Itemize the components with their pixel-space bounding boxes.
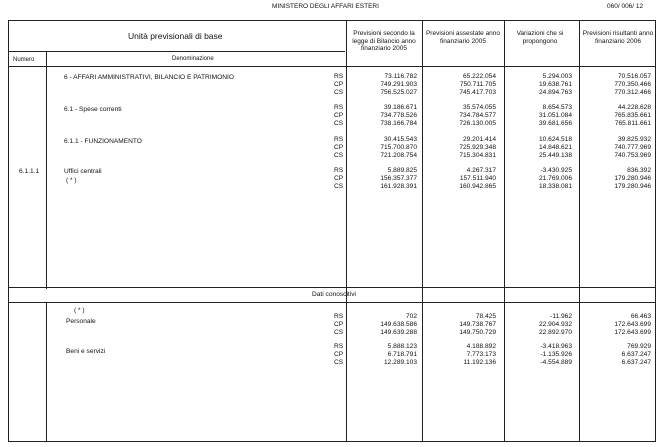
row-type: CS xyxy=(334,183,344,190)
row-type: RS xyxy=(334,136,344,143)
value-risultanti: 44.228.628 xyxy=(617,104,651,111)
row-type: CP xyxy=(334,81,344,88)
row-type: CP xyxy=(334,144,344,151)
value-variazioni: -3.430.925 xyxy=(540,167,572,174)
value-legge: 721.208.754 xyxy=(380,152,417,159)
value-risultanti: 6.637.247 xyxy=(621,351,651,358)
value-variazioni: 5.294.003 xyxy=(542,73,572,80)
row-type: RS xyxy=(334,167,344,174)
row-type: CS xyxy=(334,120,344,127)
value-risultanti: 765.811.661 xyxy=(614,120,651,127)
value-risultanti: 770.312.466 xyxy=(614,89,651,96)
section-title: Dati conoscitivi xyxy=(312,291,356,298)
units-title: Unità previsionali di base xyxy=(128,31,223,41)
col-assestate-header: Previsioni assestate anno finanziario 2005 xyxy=(425,30,501,45)
value-legge: 5.889.825 xyxy=(387,167,417,174)
value-assestate: 78.425 xyxy=(475,313,496,320)
value-risultanti: 179.280.946 xyxy=(614,183,651,190)
value-legge: 756.525.027 xyxy=(380,89,417,96)
value-risultanti: 172.643.699 xyxy=(614,321,651,328)
divider xyxy=(9,51,345,52)
value-risultanti: 836.392 xyxy=(627,167,651,174)
value-variazioni: 14.848.621 xyxy=(538,144,572,151)
value-legge: 156.357.377 xyxy=(380,175,417,182)
row-type: RS xyxy=(334,73,344,80)
value-assestate: 29.201.414 xyxy=(462,136,496,143)
value-variazioni: 39.681.656 xyxy=(538,120,572,127)
row-type: CS xyxy=(334,359,344,366)
value-legge: 715.700.870 xyxy=(380,144,417,151)
value-legge: 39.186.671 xyxy=(383,104,417,111)
unit-number: 6.1.1.1 xyxy=(19,168,40,175)
value-variazioni: -4.554.889 xyxy=(540,359,572,366)
value-variazioni: 24.894.763 xyxy=(538,89,572,96)
value-legge: 738.166.784 xyxy=(380,120,417,127)
value-risultanti: 39.825.932 xyxy=(617,136,651,143)
value-assestate: 750.711.705 xyxy=(459,81,496,88)
subsection-label: Personale xyxy=(66,318,96,325)
value-variazioni: 31.051.084 xyxy=(538,112,572,119)
value-variazioni: 21.769.006 xyxy=(538,175,572,182)
value-variazioni: -3.418.963 xyxy=(540,343,572,350)
unit-label: 6.1.1 - FUNZIONAMENTO xyxy=(64,138,142,145)
footnote-marker: ( * ) xyxy=(66,177,77,184)
value-risultanti: 66.463 xyxy=(630,313,651,320)
value-risultanti: 172.643.699 xyxy=(614,329,651,336)
value-legge: 749.291.903 xyxy=(380,81,417,88)
value-assestate: 149.738.767 xyxy=(459,321,496,328)
value-variazioni: 25.449.138 xyxy=(538,152,572,159)
value-legge: 702 xyxy=(405,313,417,320)
value-legge: 73.116.782 xyxy=(384,73,417,80)
row-type: CS xyxy=(334,89,344,96)
unit-label: 6 - AFFARI AMMINISTRATIVI, BILANCIO E PATRIMONIO xyxy=(64,74,234,81)
value-assestate: 35.574.055 xyxy=(462,104,496,111)
value-legge: 149.638.586 xyxy=(380,321,417,328)
value-risultanti: 70.516.057 xyxy=(617,73,651,80)
value-assestate: 7.773.173 xyxy=(466,351,496,358)
value-legge: 6.718.791 xyxy=(387,351,417,358)
unit-label: Uffici centrali xyxy=(64,168,102,175)
col-legge-bilancio-header: Previsioni secondo la legge di Bilancio anno finanziario 2005 xyxy=(352,30,416,53)
value-legge: 149.639.288 xyxy=(380,329,417,336)
col-numero-header: Numero xyxy=(13,57,35,63)
value-variazioni: -1.135.926 xyxy=(540,351,572,358)
value-assestate: 4.267.317 xyxy=(466,167,496,174)
row-type: CP xyxy=(334,175,344,182)
value-risultanti: 6.637.247 xyxy=(621,359,651,366)
value-risultanti: 179.280.946 xyxy=(614,175,651,182)
value-risultanti: 740.753.969 xyxy=(614,152,651,159)
value-risultanti: 769.929 xyxy=(627,343,651,350)
row-type: RS xyxy=(334,343,344,350)
row-type: CP xyxy=(334,351,344,358)
divider xyxy=(9,66,655,67)
value-assestate: 4.188.892 xyxy=(466,343,496,350)
value-legge: 161.928.391 xyxy=(380,183,417,190)
value-legge: 5.888.123 xyxy=(387,343,417,350)
footnote-marker: ( * ) xyxy=(74,307,85,314)
value-assestate: 157.511.940 xyxy=(459,175,496,182)
col-risultanti-header: Previsioni risultanti anno finanziario 2006 xyxy=(582,30,654,45)
value-risultanti: 740.777.969 xyxy=(614,144,651,151)
value-variazioni: 18.338.081 xyxy=(538,183,572,190)
value-assestate: 65.222.054 xyxy=(462,73,496,80)
row-type: CP xyxy=(334,112,344,119)
value-legge: 12.289.103 xyxy=(383,359,417,366)
subsection-label: Beni e servizi xyxy=(66,348,106,355)
value-legge: 30.415.543 xyxy=(383,136,417,143)
ministry-title: MINISTERO DEGLI AFFARI ESTERI xyxy=(272,3,379,10)
divider xyxy=(9,302,655,303)
divider xyxy=(46,51,47,289)
value-variazioni: 19.638.761 xyxy=(538,81,572,88)
value-variazioni: 10.624.518 xyxy=(538,136,572,143)
value-assestate: 160.942.865 xyxy=(459,183,496,190)
value-assestate: 11.192.136 xyxy=(463,359,496,366)
divider xyxy=(9,287,655,288)
value-assestate: 745.417.703 xyxy=(459,89,496,96)
row-type: CS xyxy=(334,329,344,336)
value-legge: 734.778.526 xyxy=(380,112,417,119)
value-variazioni: 22.892.970 xyxy=(538,329,572,336)
row-type: RS xyxy=(334,104,344,111)
col-variazioni-header: Variazioni che si propongono xyxy=(516,30,564,45)
value-assestate: 726.130.005 xyxy=(459,120,496,127)
value-risultanti: 770.350.466 xyxy=(614,81,651,88)
value-assestate: 725.929.348 xyxy=(459,144,496,151)
value-variazioni: 8.654.573 xyxy=(542,104,572,111)
row-type: RS xyxy=(334,313,344,320)
value-variazioni: 22.904.932 xyxy=(538,321,572,328)
col-denominazione-header: Denominazione xyxy=(172,56,214,62)
page-reference: 060/ 006/ 12 xyxy=(607,3,644,10)
value-assestate: 715.304.831 xyxy=(459,152,496,159)
value-variazioni: -11.962 xyxy=(550,313,572,320)
row-type: CS xyxy=(334,152,344,159)
value-risultanti: 765.835.661 xyxy=(614,112,651,119)
row-type: CP xyxy=(334,321,344,328)
divider xyxy=(46,302,47,441)
value-assestate: 149.750.729 xyxy=(459,329,496,336)
unit-label: 6.1 - Spese correnti xyxy=(64,106,122,113)
value-assestate: 734.784.577 xyxy=(459,112,496,119)
